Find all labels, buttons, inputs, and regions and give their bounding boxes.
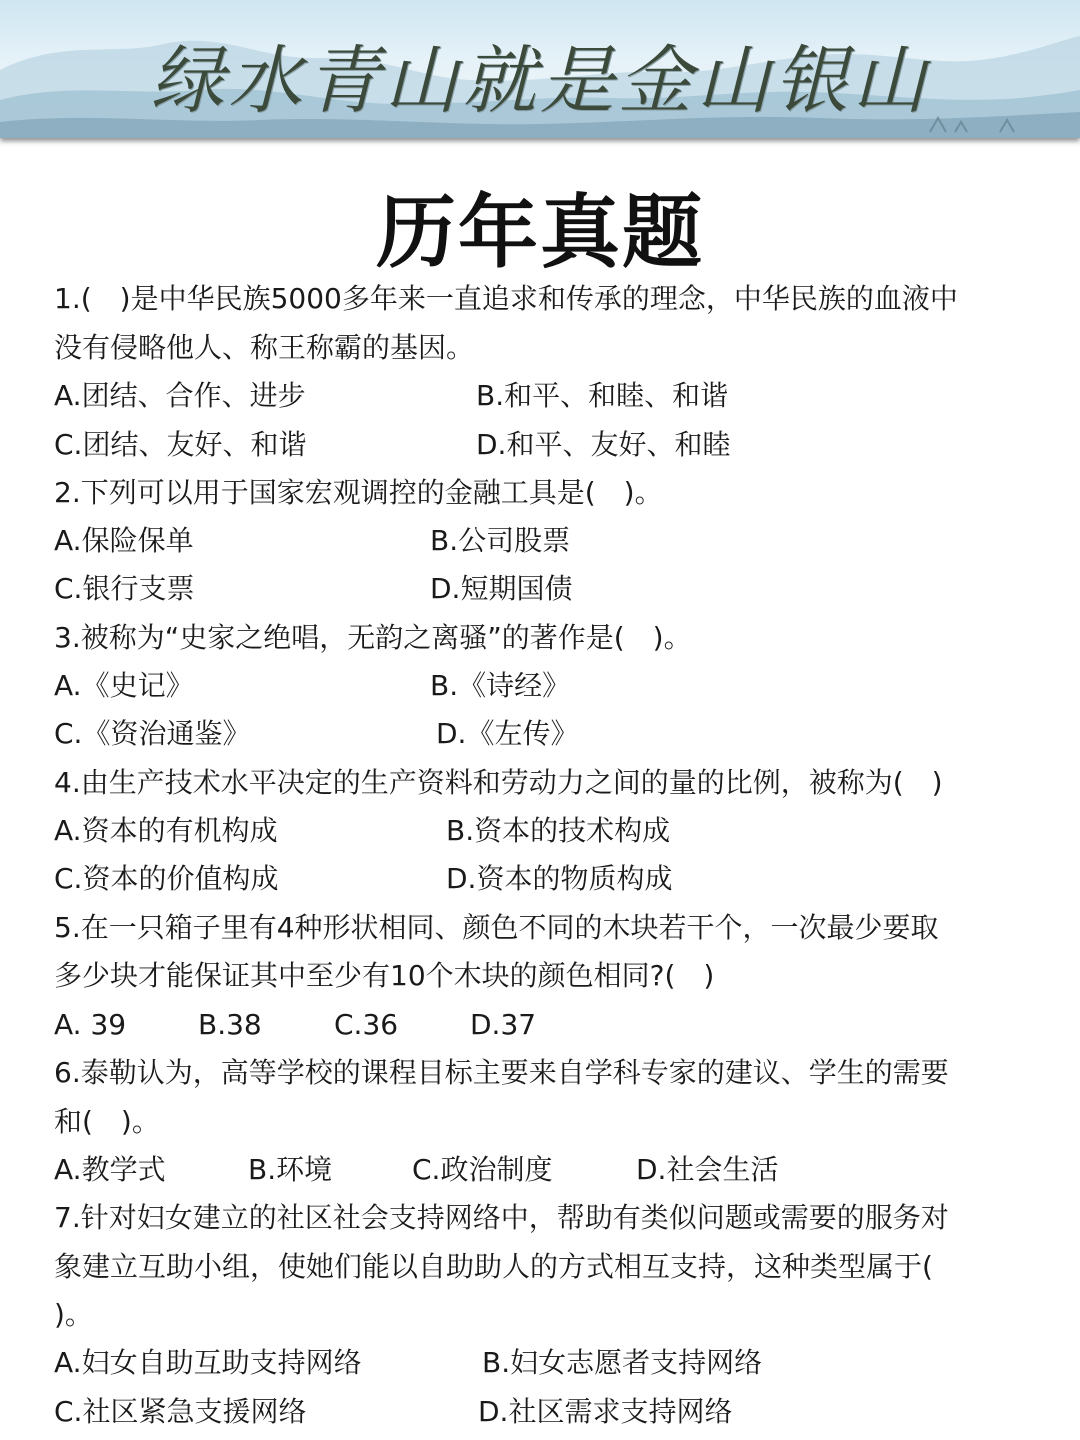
question-7-option-a: A.妇女自助互助支持网络 xyxy=(54,1346,362,1379)
question-5-option-d: D.37 xyxy=(470,1008,537,1041)
question-4-option-d: D.资本的物质构成 xyxy=(446,862,673,895)
question-6-option-b: B.环境 xyxy=(248,1153,333,1186)
question-2-option-a: A.保险保单 xyxy=(54,524,194,557)
question-2-option-c: C.银行支票 xyxy=(54,572,195,605)
question-2-option-d: D.短期国债 xyxy=(430,572,573,605)
question-1-option-d: D.和平、友好、和睦 xyxy=(476,428,731,461)
question-5-stem-line-2: 多少块才能保证其中至少有10个木块的颜色相同?( ) xyxy=(54,959,715,992)
question-3-option-c: C.《资治通鉴》 xyxy=(54,717,251,750)
question-6-option-d: D.社会生活 xyxy=(636,1153,779,1186)
banner-slogan: 绿水青山就是金山银山 xyxy=(150,38,930,124)
question-6-stem-line-1: 6.泰勒认为，高等学校的课程目标主要来自学科专家的建议、学生的需要 xyxy=(54,1056,949,1089)
question-4-stem-line-1: 4.由生产技术水平决定的生产资料和劳动力之间的量的比例，被称为( ) xyxy=(54,766,943,799)
page-title: 历年真题 xyxy=(376,186,704,279)
question-1-option-a: A.团结、合作、进步 xyxy=(54,379,306,412)
question-3-option-b: B.《诗经》 xyxy=(430,669,571,702)
question-7-option-d: D.社区需求支持网络 xyxy=(478,1395,733,1428)
question-6-option-c: C.政治制度 xyxy=(412,1153,553,1186)
question-7-stem-line-1: 7.针对妇女建立的社区社会支持网络中，帮助有类似问题或需要的服务对 xyxy=(54,1201,949,1234)
question-3-stem-line-1: 3.被称为“史家之绝唱，无韵之离骚”的著作是( )。 xyxy=(54,621,692,654)
question-7-option-b: B.妇女志愿者支持网络 xyxy=(482,1346,763,1379)
question-1-option-c: C.团结、友好、和谐 xyxy=(54,428,307,461)
question-5-option-c: C.36 xyxy=(334,1008,399,1041)
question-5-option-b: B.38 xyxy=(198,1008,262,1041)
question-3-option-a: A.《史记》 xyxy=(54,669,194,702)
question-4-option-a: A.资本的有机构成 xyxy=(54,814,278,847)
question-2-option-b: B.公司股票 xyxy=(430,524,571,557)
question-7-option-c: C.社区紧急支援网络 xyxy=(54,1395,307,1428)
question-6-option-a: A.教学式 xyxy=(54,1153,166,1186)
question-1-stem-line-1: 1.( )是中华民族5000多年来一直追求和传承的理念，中华民族的血液中 xyxy=(54,282,958,315)
question-5-option-a: A. 39 xyxy=(54,1008,127,1041)
question-1-option-b: B.和平、和睦、和谐 xyxy=(476,379,729,412)
question-4-option-b: B.资本的技术构成 xyxy=(446,814,671,847)
question-7-stem-line-3: )。 xyxy=(54,1298,93,1331)
question-5-stem-line-1: 5.在一只箱子里有4种形状相同、颜色不同的木块若干个，一次最少要取 xyxy=(54,911,939,944)
question-6-stem-line-2: 和( )。 xyxy=(54,1105,160,1138)
question-4-option-c: C.资本的价值构成 xyxy=(54,862,279,895)
question-2-stem-line-1: 2.下列可以用于国家宏观调控的金融工具是( )。 xyxy=(54,476,663,509)
question-7-stem-line-2: 象建立互助小组，使她们能以自助助人的方式相互支持，这种类型属于( xyxy=(54,1250,933,1283)
header-banner xyxy=(0,0,1080,138)
question-1-stem-line-2: 没有侵略他人、称王称霸的基因。 xyxy=(54,331,475,364)
question-3-option-d: D.《左传》 xyxy=(436,717,579,750)
